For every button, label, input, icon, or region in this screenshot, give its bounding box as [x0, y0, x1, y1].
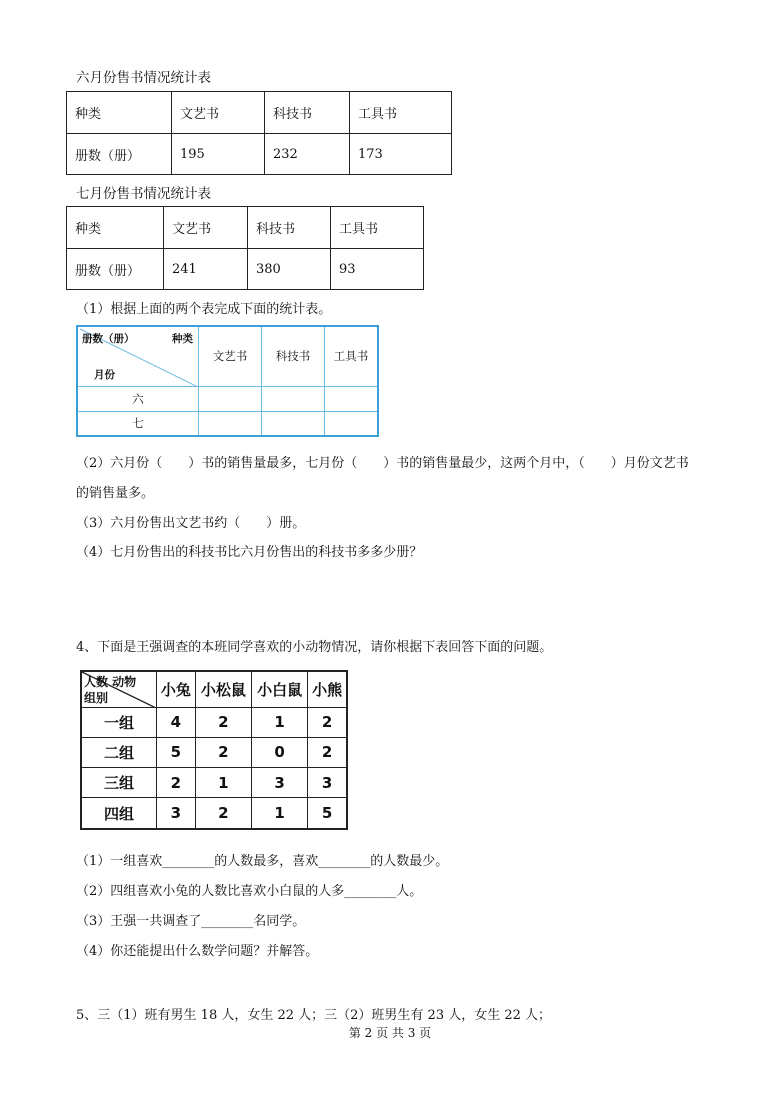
table-cell: 2	[195, 707, 251, 737]
blank-answer-cell[interactable]	[262, 411, 325, 436]
table-diagonal-header	[77, 326, 199, 386]
table-header-cell: 科技书	[265, 92, 350, 134]
table-cell: 0	[251, 737, 307, 767]
table-cell: 232	[265, 134, 350, 175]
table-header-cell: 种类	[67, 207, 164, 249]
table-header-cell: 文艺书	[164, 207, 248, 249]
table-row-label: 三组	[81, 768, 157, 798]
corner-label-type: 种类	[172, 333, 193, 345]
table-cell: 2	[308, 707, 347, 737]
table-header-cell: 小兔	[157, 671, 196, 707]
table-cell: 3	[157, 798, 196, 829]
table-header-cell: 科技书	[262, 326, 325, 386]
corner-label-people-animals: 人数 动物	[84, 675, 137, 689]
table-cell: 册数（册）	[67, 134, 172, 175]
table-cell: 93	[331, 249, 424, 290]
question-2-line-1: （2）六月份（ ）书的销售量最多，七月份（ ）书的销售量最少，这两个月中，（ ）月份文艺书	[76, 456, 689, 471]
blank-answer-cell[interactable]	[325, 411, 379, 436]
question-3: （3）六月份售出文艺书约（ ）册。	[76, 516, 306, 531]
table-diagonal-header	[81, 671, 157, 707]
combined-stat-table	[76, 325, 379, 437]
table-header-cell: 工具书	[350, 92, 452, 134]
question-2-line-2: 的销售量多。	[76, 486, 155, 501]
table-header-cell: 工具书	[325, 326, 379, 386]
problem-4-question-4: （4）你还能提出什么数学问题？并解答。	[76, 944, 319, 959]
table-header-cell: 工具书	[331, 207, 424, 249]
table-cell: 5	[157, 737, 196, 767]
question-1: （1）根据上面的两个表完成下面的统计表。	[76, 302, 332, 317]
corner-label-group: 组别	[84, 690, 109, 705]
july-table-caption: 七月份售书情况统计表	[76, 186, 211, 202]
table-row-label: 四组	[81, 798, 157, 829]
corner-label-month: 月份	[94, 368, 115, 381]
problem-4-question-3: （3）王强一共调查了________名同学。	[76, 914, 306, 929]
table-cell: 册数（册）	[67, 249, 164, 290]
problem-4-question-1: （1）一组喜欢________的人数最多，喜欢________的人数最少。	[76, 854, 449, 869]
table-header-cell: 科技书	[248, 207, 331, 249]
july-sales-table	[66, 206, 424, 290]
table-cell: 5	[308, 798, 347, 829]
table-cell: 173	[350, 134, 452, 175]
table-header-cell: 小熊	[308, 671, 347, 707]
problem-4-question-2: （2）四组喜欢小兔的人数比喜欢小白鼠的人多________人。	[76, 884, 423, 899]
animal-survey-table	[80, 670, 348, 830]
table-cell: 2	[195, 737, 251, 767]
table-cell: 3	[251, 768, 307, 798]
blank-answer-cell[interactable]	[199, 411, 262, 436]
table-cell: 1	[251, 707, 307, 737]
june-sales-table	[66, 91, 452, 175]
table-cell: 3	[308, 768, 347, 798]
blank-answer-cell[interactable]	[199, 386, 262, 411]
table-row-label: 六	[77, 386, 199, 411]
table-header-cell: 小松鼠	[195, 671, 251, 707]
corner-label-quantity: 册数（册）	[82, 333, 135, 345]
table-cell: 2	[157, 768, 196, 798]
table-header-cell: 文艺书	[199, 326, 262, 386]
table-cell: 1	[251, 798, 307, 829]
table-cell: 2	[195, 798, 251, 829]
table-row-label: 二组	[81, 737, 157, 767]
table-cell: 2	[308, 737, 347, 767]
table-cell: 4	[157, 707, 196, 737]
blank-answer-cell[interactable]	[325, 386, 379, 411]
table-row-label: 一组	[81, 707, 157, 737]
table-row-label: 七	[77, 411, 199, 436]
problem-5-text: 5、三（1）班有男生 18 人，女生 22 人；三（2）班男生有 23 人，女生 22 人；	[76, 1008, 552, 1023]
june-table-caption: 六月份售书情况统计表	[76, 70, 211, 86]
question-4: （4）七月份售出的科技书比六月份售出的科技书多多少册？	[76, 545, 423, 560]
table-cell: 1	[195, 768, 251, 798]
table-cell: 380	[248, 249, 331, 290]
table-header-cell: 小白鼠	[251, 671, 307, 707]
table-cell: 195	[172, 134, 265, 175]
table-header-cell: 文艺书	[172, 92, 265, 134]
table-cell: 241	[164, 249, 248, 290]
page-footer: 第 2 页 共 3 页	[348, 1026, 432, 1040]
blank-answer-cell[interactable]	[262, 386, 325, 411]
table-header-cell: 种类	[67, 92, 172, 134]
problem-4-intro: 4、下面是王强调查的本班同学喜欢的小动物情况，请你根据下表回答下面的问题。	[76, 640, 553, 655]
